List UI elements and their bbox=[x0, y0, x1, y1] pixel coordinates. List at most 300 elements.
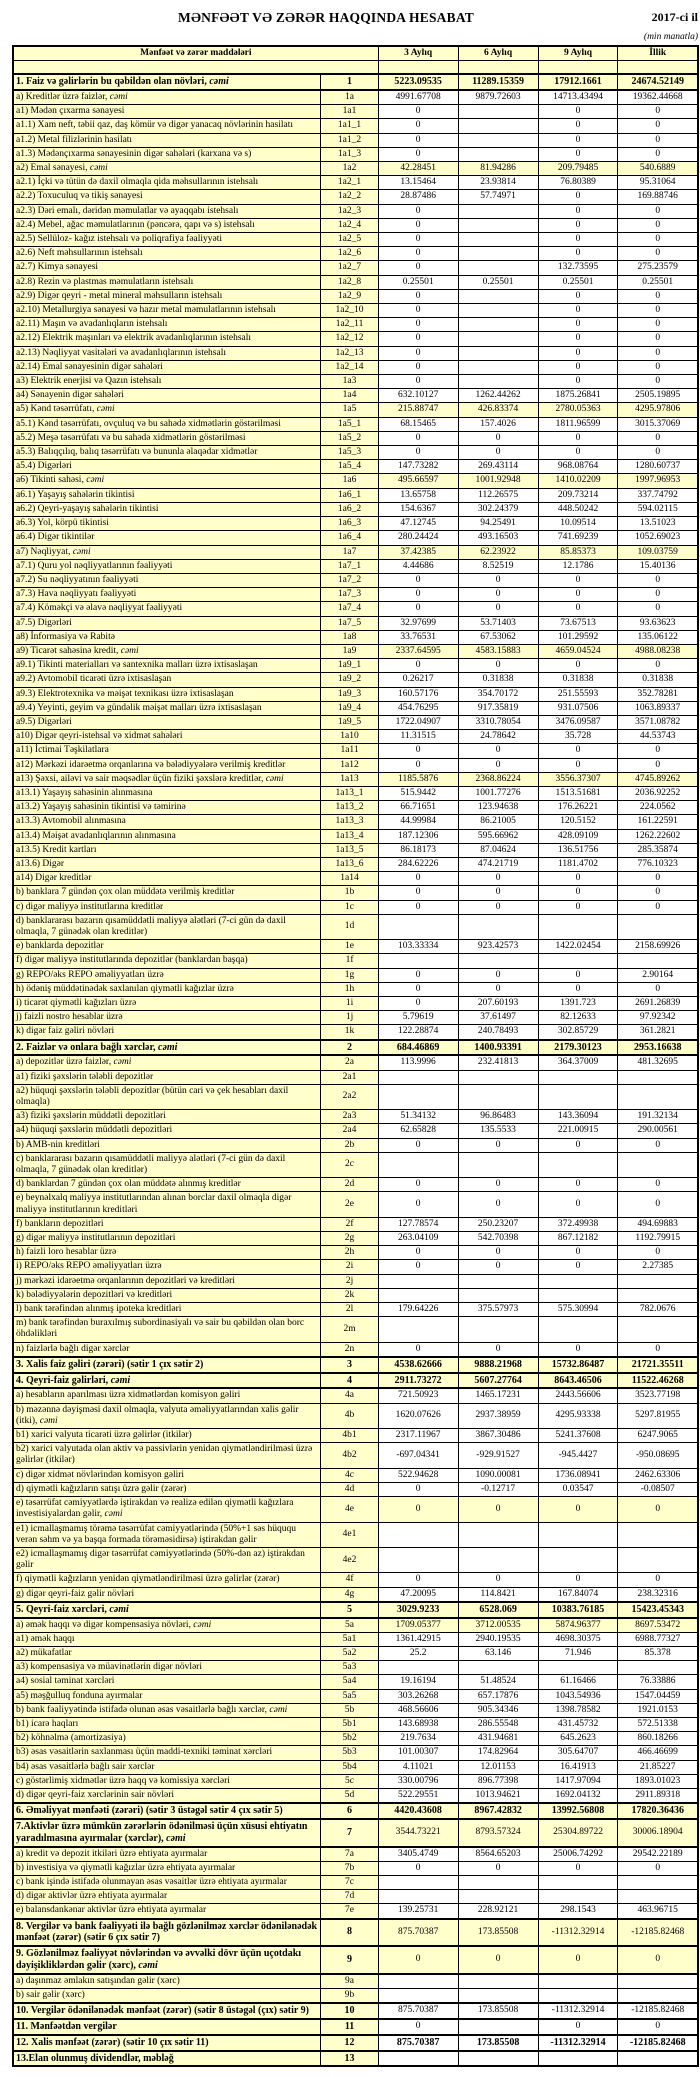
row-value: 2911.73272 bbox=[378, 1373, 458, 1389]
row-code: 1a2_4 bbox=[321, 218, 378, 232]
row-value bbox=[378, 1288, 458, 1302]
row-value: 0.31838 bbox=[458, 673, 538, 687]
row-value: 123.94638 bbox=[458, 801, 538, 815]
row-value: 0 bbox=[378, 247, 458, 261]
row-value: 269.43114 bbox=[458, 460, 538, 474]
row-value bbox=[538, 1152, 618, 1177]
row-value: 0 bbox=[378, 1482, 458, 1496]
row-value: 0 bbox=[538, 1178, 618, 1192]
row-value bbox=[538, 1974, 618, 1989]
table-row bbox=[13, 1011, 698, 1025]
row-value: 47.12745 bbox=[378, 517, 458, 531]
row-code: 5b2 bbox=[321, 1732, 378, 1746]
row-label: a2.2) Toxuculuq və tikiş sənayesi bbox=[13, 190, 321, 204]
table-row bbox=[13, 588, 698, 602]
row-value: 0 bbox=[538, 119, 618, 133]
row-code: 1a2 bbox=[321, 162, 378, 176]
row-value: 94.25491 bbox=[458, 517, 538, 531]
row-value: -929.91527 bbox=[458, 1443, 538, 1468]
row-value: 1513.51681 bbox=[538, 786, 618, 800]
row-label: a1) əmək haqqı bbox=[13, 1632, 321, 1646]
row-value: 2368.86224 bbox=[458, 772, 538, 786]
row-label: b) sair gəlir (xərc) bbox=[13, 1988, 321, 2003]
row-code: 1j bbox=[321, 1011, 378, 1025]
table-row bbox=[13, 261, 698, 275]
row-value: 135.5533 bbox=[458, 1124, 538, 1138]
row-value: 284.62226 bbox=[378, 857, 458, 871]
row-value: 1262.22602 bbox=[618, 829, 698, 843]
row-value: 135.06122 bbox=[618, 630, 698, 644]
row-value: 0 bbox=[538, 332, 618, 346]
row-value: 431.94681 bbox=[458, 1732, 538, 1746]
row-value: 24.78642 bbox=[458, 730, 538, 744]
row-value: 86.21005 bbox=[458, 815, 538, 829]
row-label: a6.4) Digər tikintilər bbox=[13, 531, 321, 545]
row-value: 0 bbox=[378, 968, 458, 982]
row-label: a5.1) Kənd təsərrüfatı, ovçuluq və bu sahədə xidmətlərin göstərilməsi bbox=[13, 417, 321, 431]
row-value: 4698.30375 bbox=[538, 1632, 618, 1646]
row-value: 66.71651 bbox=[378, 801, 458, 815]
row-code: 1a2_13 bbox=[321, 346, 378, 360]
row-label: a2.6) Neft məhsullarının istehsalı bbox=[13, 247, 321, 261]
row-code: 7e bbox=[321, 1904, 378, 1919]
row-value: 0 bbox=[538, 346, 618, 360]
row-label: a7.4) Köməkçi və əlavə nəqliyyat fəaliyyəti bbox=[13, 602, 321, 616]
row-code: 1i bbox=[321, 997, 378, 1011]
row-value: 8564.65203 bbox=[458, 1847, 538, 1862]
row-value: 474.21719 bbox=[458, 857, 538, 871]
row-value bbox=[458, 1875, 538, 1889]
row-value: 0 bbox=[458, 659, 538, 673]
row-code: 2j bbox=[321, 1274, 378, 1288]
table-row bbox=[13, 133, 698, 147]
row-value: 1192.79915 bbox=[618, 1232, 698, 1246]
row-label: b4) əsas vəsaitlərlə bağlı sair xərclər bbox=[13, 1760, 321, 1774]
row-value: 1262.44262 bbox=[458, 389, 538, 403]
row-value: 337.74792 bbox=[618, 488, 698, 502]
table-row bbox=[13, 1055, 698, 1070]
table-row bbox=[13, 247, 698, 261]
row-code: 1a6_1 bbox=[321, 488, 378, 502]
row-value: 0 bbox=[458, 602, 538, 616]
row-value: 17912.1661 bbox=[538, 74, 618, 90]
table-row bbox=[13, 616, 698, 630]
row-value: 224.0562 bbox=[618, 801, 698, 815]
row-value: 0 bbox=[538, 446, 618, 460]
row-label: a11) İctimai Təşkilatlara bbox=[13, 744, 321, 758]
row-value bbox=[458, 261, 538, 275]
row-code: 5c bbox=[321, 1774, 378, 1788]
row-value: 3556.37307 bbox=[538, 772, 618, 786]
row-value: 30006.18904 bbox=[618, 1819, 698, 1847]
row-value: 0 bbox=[378, 360, 458, 374]
table-row bbox=[13, 1587, 698, 1602]
row-value: 25304.89722 bbox=[538, 1819, 618, 1847]
table-row bbox=[13, 758, 698, 772]
row-value: 238.32316 bbox=[618, 1587, 698, 1602]
row-value: 0 bbox=[458, 588, 538, 602]
row-code: 2 bbox=[321, 1040, 378, 1056]
row-value: 82.12633 bbox=[538, 1011, 618, 1025]
row-value: 0 bbox=[618, 289, 698, 303]
row-value bbox=[618, 1522, 698, 1547]
table-row bbox=[13, 2019, 698, 2035]
row-value: 448.50242 bbox=[538, 502, 618, 516]
row-value: 0 bbox=[378, 233, 458, 247]
row-value: 0 bbox=[378, 133, 458, 147]
row-value: 875.70387 bbox=[378, 2003, 458, 2019]
row-label: 10. Vergilər ödənilənədək mənfəət (zərər) (sətir 8 üstəgəl (çıx) sətir 9) bbox=[13, 2003, 321, 2019]
row-value: 2937.38959 bbox=[458, 1403, 538, 1428]
row-value: 51.48524 bbox=[458, 1675, 538, 1689]
table-row bbox=[13, 1110, 698, 1124]
row-label: a1) fiziki şəxslərin tələbli depozitlər bbox=[13, 1070, 321, 1084]
row-code: 1a7_2 bbox=[321, 573, 378, 587]
table-row bbox=[13, 1703, 698, 1717]
row-value: 0 bbox=[378, 744, 458, 758]
row-value: 191.32134 bbox=[618, 1110, 698, 1124]
table-row bbox=[13, 900, 698, 914]
row-value: 776.10323 bbox=[618, 857, 698, 871]
row-code: 5a4 bbox=[321, 1675, 378, 1689]
row-label: a8) İnformasiya və Rabitə bbox=[13, 630, 321, 644]
row-value: 16.41913 bbox=[538, 1760, 618, 1774]
row-label: d) digər qeyri-faiz xərclərinin sair növləri bbox=[13, 1788, 321, 1803]
row-code: 1a13 bbox=[321, 772, 378, 786]
row-value bbox=[378, 1152, 458, 1177]
row-value: 6988.77327 bbox=[618, 1632, 698, 1646]
row-value: 0 bbox=[378, 1946, 458, 1974]
table-row bbox=[13, 474, 698, 488]
row-label: a13.2) Yaşayış sahəsinin tikintisi və təmirinə bbox=[13, 801, 321, 815]
row-code: 1a1 bbox=[321, 105, 378, 119]
row-label: a2.11) Maşın və avadanlıqların istehsalı bbox=[13, 318, 321, 332]
table-row bbox=[13, 218, 698, 232]
row-value bbox=[458, 1988, 538, 2003]
table-row bbox=[13, 1573, 698, 1587]
table-row bbox=[13, 1646, 698, 1660]
row-value: 285.35874 bbox=[618, 843, 698, 857]
row-value: 896.77398 bbox=[458, 1774, 538, 1788]
row-code: 1a6_2 bbox=[321, 502, 378, 516]
table-row bbox=[13, 318, 698, 332]
row-code: 1a2_11 bbox=[321, 318, 378, 332]
row-value: 169.88746 bbox=[618, 190, 698, 204]
row-value: 0 bbox=[538, 1342, 618, 1357]
row-value: 0 bbox=[378, 218, 458, 232]
row-value: 42.28451 bbox=[378, 162, 458, 176]
row-value bbox=[538, 1274, 618, 1288]
column-header-illik: İllik bbox=[618, 46, 698, 61]
table-row bbox=[13, 531, 698, 545]
row-value: 0 bbox=[618, 1178, 698, 1192]
row-value: 1465.17231 bbox=[458, 1388, 538, 1403]
table-row bbox=[13, 1070, 698, 1084]
row-value: 6528.069 bbox=[458, 1602, 538, 1618]
row-value: 4991.67708 bbox=[378, 90, 458, 105]
row-value bbox=[458, 218, 538, 232]
row-value bbox=[458, 360, 538, 374]
row-value bbox=[618, 1274, 698, 1288]
row-value: 11289.15359 bbox=[458, 74, 538, 90]
row-code: 1a6 bbox=[321, 474, 378, 488]
row-value: 71.946 bbox=[538, 1646, 618, 1660]
row-value bbox=[618, 1547, 698, 1572]
row-value: 494.69883 bbox=[618, 1217, 698, 1231]
table-row bbox=[13, 1890, 698, 1904]
table-row bbox=[13, 403, 698, 417]
row-value bbox=[378, 1875, 458, 1889]
row-label: e) balansdankənar aktivlər üzrə ehtiyata ayırmalar bbox=[13, 1904, 321, 1919]
row-code: 1a9 bbox=[321, 644, 378, 658]
table-row bbox=[13, 1819, 698, 1847]
row-value bbox=[458, 233, 538, 247]
row-label: k) bələdiyyələrin depozitləri və kreditləri bbox=[13, 1288, 321, 1302]
row-label: n) faizlərlə bağlı digər xərclər bbox=[13, 1342, 321, 1357]
row-code: 1a bbox=[321, 90, 378, 105]
table-row bbox=[13, 715, 698, 729]
row-code: 5b3 bbox=[321, 1746, 378, 1760]
row-label: g) REPO/əks REPO əməliyyatları üzrə bbox=[13, 968, 321, 982]
row-value: 0 bbox=[458, 1246, 538, 1260]
row-label: a7.2) Su nəqliyyatının fəaliyyəti bbox=[13, 573, 321, 587]
row-code: 2a bbox=[321, 1055, 378, 1070]
row-value: 0 bbox=[618, 1246, 698, 1260]
row-value: 2.27385 bbox=[618, 1260, 698, 1274]
row-value bbox=[458, 1317, 538, 1342]
table-row bbox=[13, 105, 698, 119]
row-value: 4420.43608 bbox=[378, 1803, 458, 1819]
row-label: d) digər aktivlər üzrə ehtiyata ayırmalar bbox=[13, 1890, 321, 1904]
row-value: 10383.76185 bbox=[538, 1602, 618, 1618]
row-value: 1052.69023 bbox=[618, 531, 698, 545]
row-code: 4g bbox=[321, 1587, 378, 1602]
row-label: a3) kompensasiya və müavinətlərin digər növləri bbox=[13, 1661, 321, 1675]
row-code: 4e bbox=[321, 1497, 378, 1522]
row-value bbox=[618, 1070, 698, 1084]
row-value bbox=[538, 2051, 618, 2067]
row-value: 1398.78582 bbox=[538, 1703, 618, 1717]
row-value: 0 bbox=[538, 375, 618, 389]
row-value: 13992.56808 bbox=[538, 1803, 618, 1819]
row-code: 1f bbox=[321, 954, 378, 968]
row-code: 4b bbox=[321, 1403, 378, 1428]
table-row bbox=[13, 304, 698, 318]
row-value: 0 bbox=[378, 1861, 458, 1875]
row-value: 2911.89318 bbox=[618, 1788, 698, 1803]
row-value: 275.23579 bbox=[618, 261, 698, 275]
row-value: 132.73595 bbox=[538, 261, 618, 275]
row-value bbox=[618, 1974, 698, 1989]
row-label: a5.3) Balıqçılıq, balıq təsərrüfatı və bununla əlaqədar xidmətlər bbox=[13, 446, 321, 460]
row-value: 4988.08238 bbox=[618, 644, 698, 658]
row-value: 5241.37608 bbox=[538, 1429, 618, 1443]
row-label: a6.3) Yol, körpü tikintisi bbox=[13, 517, 321, 531]
row-value bbox=[458, 1547, 538, 1572]
row-label: b) AMB-nin kreditləri bbox=[13, 1138, 321, 1152]
row-value bbox=[618, 1152, 698, 1177]
row-value: 157.4026 bbox=[458, 417, 538, 431]
row-label: a9.1) Tikinti materialları və santexnika malları üzrə ixtisaslaşan bbox=[13, 659, 321, 673]
row-value: 0 bbox=[458, 1497, 538, 1522]
table-row bbox=[13, 940, 698, 954]
row-value: 0.25501 bbox=[458, 275, 538, 289]
row-value: -11312.32914 bbox=[538, 2035, 618, 2051]
row-value: 0 bbox=[378, 2019, 458, 2035]
row-value: 76.33886 bbox=[618, 1675, 698, 1689]
row-value: 143.68938 bbox=[378, 1717, 458, 1731]
row-value: 867.12182 bbox=[538, 1232, 618, 1246]
row-code: 2h bbox=[321, 1246, 378, 1260]
row-value bbox=[378, 1317, 458, 1342]
row-value bbox=[618, 954, 698, 968]
row-label: a7.1) Quru yol nəqliyyatlarının fəaliyyəti bbox=[13, 559, 321, 573]
row-code: 2d bbox=[321, 1178, 378, 1192]
row-label: l) bank tərəfindən alınmış ipoteka kreditləri bbox=[13, 1303, 321, 1317]
row-value: -950.08695 bbox=[618, 1443, 698, 1468]
table-row bbox=[13, 687, 698, 701]
row-value: 2462.63306 bbox=[618, 1468, 698, 1482]
row-label: a5) məşğulluq fonduna ayırmalar bbox=[13, 1689, 321, 1703]
row-value: 3571.08782 bbox=[618, 715, 698, 729]
row-value: 522.94628 bbox=[378, 1468, 458, 1482]
row-value: 575.30994 bbox=[538, 1303, 618, 1317]
row-value: 86.18173 bbox=[378, 843, 458, 857]
table-row bbox=[13, 1788, 698, 1803]
row-value: 8.52519 bbox=[458, 559, 538, 573]
row-value: 0 bbox=[378, 872, 458, 886]
row-code: 1a2_14 bbox=[321, 360, 378, 374]
report-year: 2017-ci il bbox=[651, 10, 698, 24]
row-value: 0 bbox=[378, 119, 458, 133]
row-value bbox=[458, 1084, 538, 1109]
row-value: 37.42385 bbox=[378, 545, 458, 559]
row-value: 0 bbox=[618, 133, 698, 147]
row-value: 0 bbox=[618, 119, 698, 133]
row-value: 0 bbox=[378, 318, 458, 332]
row-code: 1a9_1 bbox=[321, 659, 378, 673]
row-value: 0 bbox=[378, 900, 458, 914]
row-value: 3476.09587 bbox=[538, 715, 618, 729]
row-value: 354.70172 bbox=[458, 687, 538, 701]
row-value: 0 bbox=[458, 1946, 538, 1974]
row-code: 5d bbox=[321, 1788, 378, 1803]
row-value: 1280.60737 bbox=[618, 460, 698, 474]
row-value: 0 bbox=[538, 190, 618, 204]
row-label: g) digər maliyyə institutlarının depozitləri bbox=[13, 1232, 321, 1246]
row-value: 251.55593 bbox=[538, 687, 618, 701]
row-value: 167.84074 bbox=[538, 1587, 618, 1602]
row-value: 3867.30486 bbox=[458, 1429, 538, 1443]
row-value: 426.83374 bbox=[458, 403, 538, 417]
row-value: 174.82964 bbox=[458, 1746, 538, 1760]
row-label: a4) Sənayenin digər sahələri bbox=[13, 389, 321, 403]
row-value bbox=[458, 375, 538, 389]
row-code: 1a9_2 bbox=[321, 673, 378, 687]
row-value bbox=[538, 1317, 618, 1342]
row-code: 1a8 bbox=[321, 630, 378, 644]
row-code: 2k bbox=[321, 1288, 378, 1302]
row-value bbox=[378, 1661, 458, 1675]
row-value: 4.44686 bbox=[378, 559, 458, 573]
row-value: 2036.92252 bbox=[618, 786, 698, 800]
table-row bbox=[13, 815, 698, 829]
row-value: 0 bbox=[458, 573, 538, 587]
row-label: a2.9) Digər qeyri - metal mineral məhsulların istehsalı bbox=[13, 289, 321, 303]
row-value: 8697.53472 bbox=[618, 1618, 698, 1633]
row-value: 923.42573 bbox=[458, 940, 538, 954]
row-value bbox=[458, 1070, 538, 1084]
row-value: 0 bbox=[378, 332, 458, 346]
row-value bbox=[538, 1288, 618, 1302]
row-value: 466.46699 bbox=[618, 1746, 698, 1760]
row-label: a2) Emal sənayesi, cəmi bbox=[13, 162, 321, 176]
row-value bbox=[458, 318, 538, 332]
row-label: a1.3) Mədənçıxarma sənayesinin digər sahələri (karxana və s) bbox=[13, 147, 321, 161]
row-code: 5a3 bbox=[321, 1661, 378, 1675]
row-value: 1001.92948 bbox=[458, 474, 538, 488]
row-label: b) banklara 7 gündən çox olan müddətə verilmiş kreditlər bbox=[13, 886, 321, 900]
row-value: 0 bbox=[618, 886, 698, 900]
row-value: 1422.02454 bbox=[538, 940, 618, 954]
row-value: 14713.43494 bbox=[538, 90, 618, 105]
row-value: 1620.07626 bbox=[378, 1403, 458, 1428]
row-value: 2.90164 bbox=[618, 968, 698, 982]
row-value: 12.01153 bbox=[458, 1760, 538, 1774]
row-value: 0 bbox=[458, 446, 538, 460]
row-value bbox=[458, 954, 538, 968]
table-row bbox=[13, 559, 698, 573]
row-value: 0 bbox=[538, 204, 618, 218]
row-value: 0 bbox=[538, 900, 618, 914]
row-value: 67.53062 bbox=[458, 630, 538, 644]
table-row bbox=[13, 289, 698, 303]
row-code: 7d bbox=[321, 1890, 378, 1904]
row-code: 1a2_3 bbox=[321, 204, 378, 218]
row-code: 1a2_9 bbox=[321, 289, 378, 303]
row-value: 62.65828 bbox=[378, 1124, 458, 1138]
row-value: 298.1543 bbox=[538, 1904, 618, 1919]
table-row bbox=[13, 1602, 698, 1618]
row-label: a5.2) Meşə təsərrüfatı və bu sahədə xidmətlərin göstərilməsi bbox=[13, 431, 321, 445]
row-label: a) hesabların aparılması üzrə xidmətlərdən komisyon gəliri bbox=[13, 1388, 321, 1403]
row-value: 0 bbox=[618, 573, 698, 587]
row-value: 9888.21968 bbox=[458, 1357, 538, 1373]
row-code: 1a5_3 bbox=[321, 446, 378, 460]
row-value: 0 bbox=[538, 968, 618, 982]
row-value: 860.18266 bbox=[618, 1732, 698, 1746]
row-label: j) faizli nostro hesablar üzrə bbox=[13, 1011, 321, 1025]
row-code: 5a1 bbox=[321, 1632, 378, 1646]
row-value: 1811.96599 bbox=[538, 417, 618, 431]
row-value: 0 bbox=[538, 573, 618, 587]
table-row bbox=[13, 2035, 698, 2051]
row-value: 0 bbox=[618, 1342, 698, 1357]
row-label: a9.4) Yeyinti, geyim və gündəlik məişət malları üzrə ixtisaslaşan bbox=[13, 701, 321, 715]
row-value: 0 bbox=[378, 602, 458, 616]
row-value: 645.2623 bbox=[538, 1732, 618, 1746]
table-row bbox=[13, 1732, 698, 1746]
row-value bbox=[458, 119, 538, 133]
row-value: 160.57176 bbox=[378, 687, 458, 701]
table-row bbox=[13, 90, 698, 105]
row-code: 1g bbox=[321, 968, 378, 982]
row-value: 495.66597 bbox=[378, 474, 458, 488]
row-value: 173.85508 bbox=[458, 2035, 538, 2051]
table-row bbox=[13, 446, 698, 460]
row-value: 0 bbox=[458, 1861, 538, 1875]
row-value: -0.12717 bbox=[458, 1482, 538, 1496]
